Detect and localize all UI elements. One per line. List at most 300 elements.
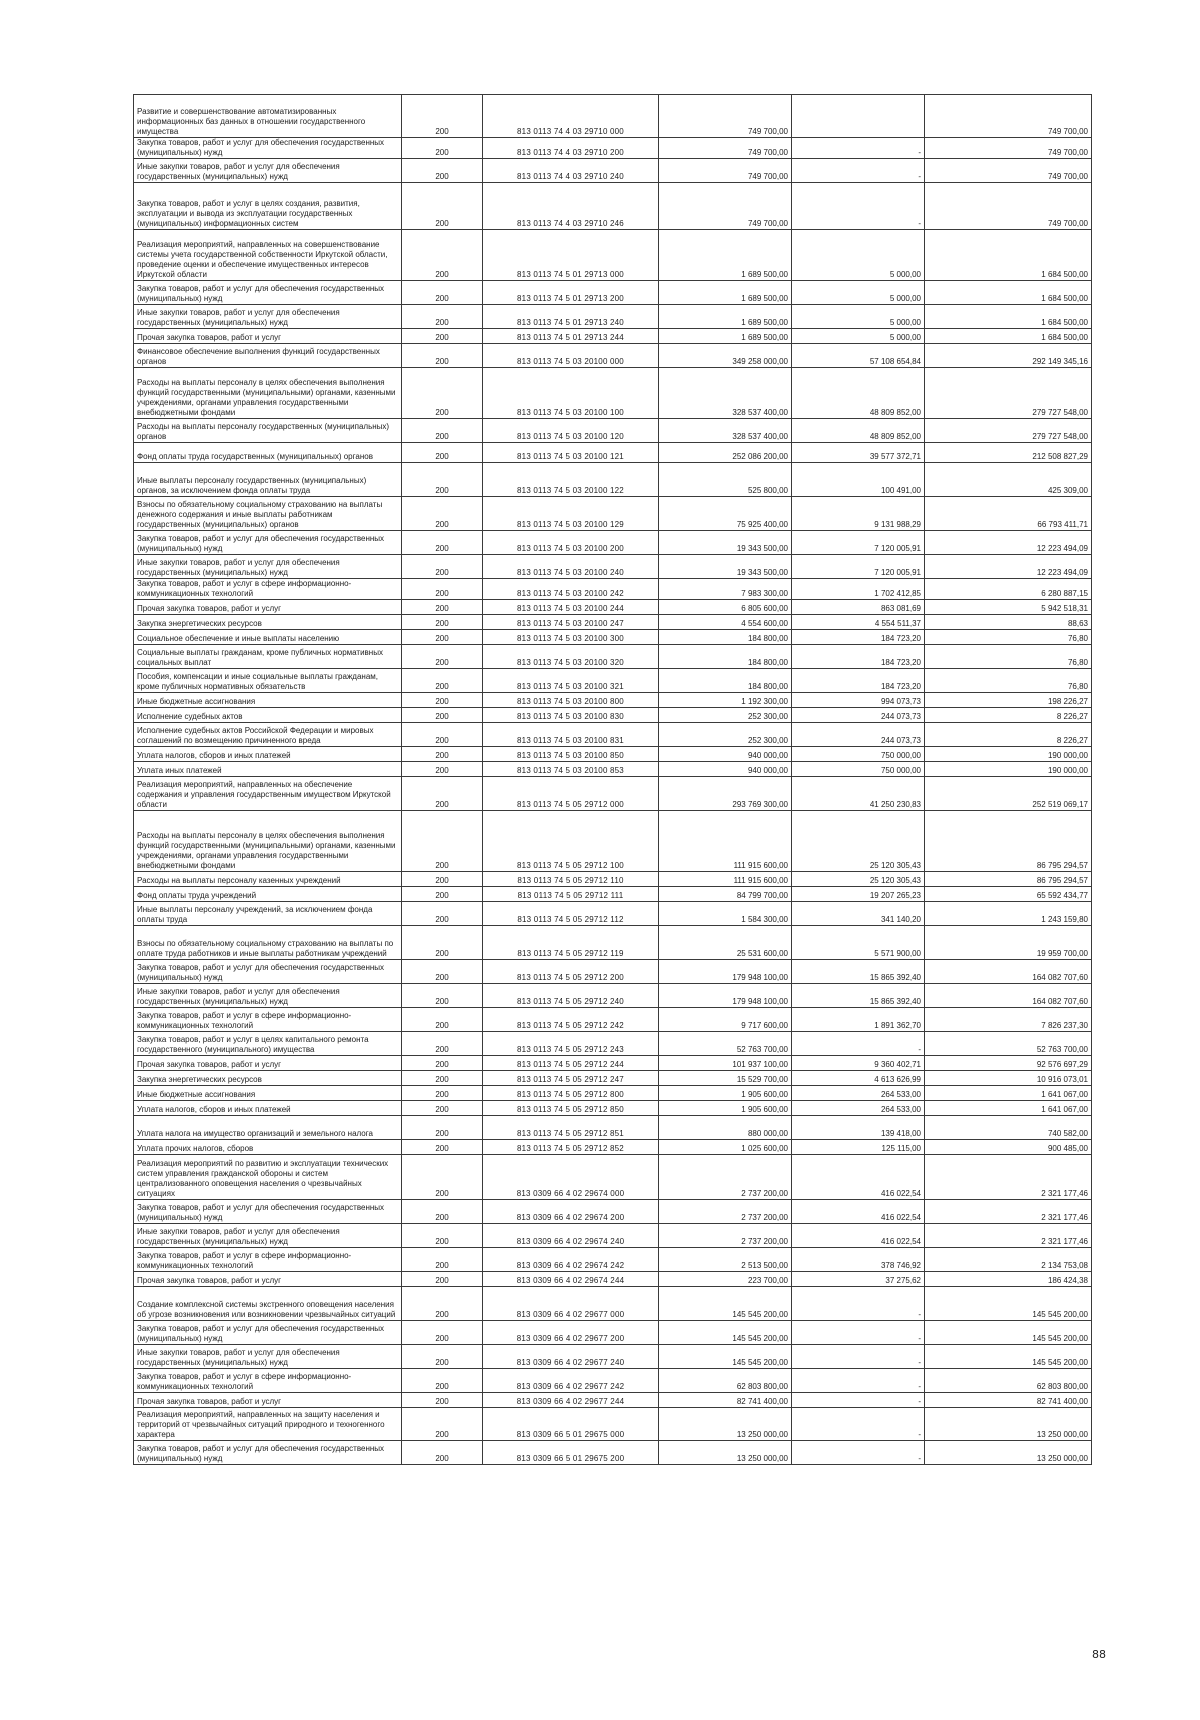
- expense-name-cell: Прочая закупка товаров, работ и услуг: [134, 1393, 402, 1408]
- classification-code-cell: 813 0113 74 5 05 29712 247: [483, 1071, 659, 1086]
- approved-amount-cell: 2 737 200,00: [659, 1224, 792, 1248]
- line-code-cell: 200: [402, 138, 483, 159]
- executed-amount-cell: 416 022,54: [792, 1224, 925, 1248]
- table-row: [134, 615, 1092, 630]
- line-code-cell: 200: [402, 1032, 483, 1056]
- remaining-amount-cell: 1 684 500,00: [925, 230, 1092, 281]
- remaining-amount-cell: 749 700,00: [925, 183, 1092, 230]
- expense-name-cell: Финансовое обеспечение выполнения функций государственных органов: [134, 344, 402, 368]
- approved-amount-cell: 184 800,00: [659, 645, 792, 669]
- table-row: [134, 1272, 1092, 1287]
- remaining-amount-cell: 740 582,00: [925, 1116, 1092, 1140]
- executed-amount-cell: 25 120 305,43: [792, 872, 925, 887]
- table-row: [134, 419, 1092, 443]
- classification-code-cell: 813 0309 66 4 02 29677 244: [483, 1393, 659, 1408]
- classification-code-cell: 813 0309 66 4 02 29677 000: [483, 1287, 659, 1321]
- remaining-amount-cell: 145 545 200,00: [925, 1321, 1092, 1345]
- remaining-amount-cell: 145 545 200,00: [925, 1345, 1092, 1369]
- remaining-amount-cell: 749 700,00: [925, 138, 1092, 159]
- classification-code-cell: 813 0113 74 5 03 20100 240: [483, 555, 659, 579]
- line-code-cell: 200: [402, 1345, 483, 1369]
- approved-amount-cell: 2 737 200,00: [659, 1200, 792, 1224]
- line-code-cell: 200: [402, 329, 483, 344]
- line-code-cell: 200: [402, 669, 483, 693]
- table-row: [134, 95, 1092, 138]
- executed-amount-cell: 48 809 852,00: [792, 368, 925, 419]
- table-row: [134, 872, 1092, 887]
- remaining-amount-cell: 2 321 177,46: [925, 1224, 1092, 1248]
- executed-amount-cell: 100 491,00: [792, 463, 925, 497]
- line-code-cell: 200: [402, 1086, 483, 1101]
- table-row: [134, 747, 1092, 762]
- line-code-cell: 200: [402, 762, 483, 777]
- expense-name-cell: Прочая закупка товаров, работ и услуг: [134, 329, 402, 344]
- executed-amount-cell: 416 022,54: [792, 1155, 925, 1200]
- executed-amount-cell: -: [792, 159, 925, 183]
- classification-code-cell: 813 0113 74 5 05 29712 100: [483, 811, 659, 872]
- executed-amount-cell: 37 275,62: [792, 1272, 925, 1287]
- expense-name-cell: Закупка товаров, работ и услуг для обеспечения государственных (муниципальных) нужд: [134, 1321, 402, 1345]
- remaining-amount-cell: 8 226,27: [925, 723, 1092, 747]
- table-row: [134, 1200, 1092, 1224]
- classification-code-cell: 813 0113 74 5 01 29713 240: [483, 305, 659, 329]
- executed-amount-cell: 750 000,00: [792, 747, 925, 762]
- table-row: [134, 926, 1092, 960]
- executed-amount-cell: -: [792, 1393, 925, 1408]
- expense-name-cell: Иные закупки товаров, работ и услуг для обеспечения государственных (муниципальных) нужд: [134, 305, 402, 329]
- approved-amount-cell: 75 925 400,00: [659, 497, 792, 531]
- classification-code-cell: 813 0113 74 5 01 29713 000: [483, 230, 659, 281]
- executed-amount-cell: 264 533,00: [792, 1101, 925, 1116]
- approved-amount-cell: 252 300,00: [659, 708, 792, 723]
- remaining-amount-cell: 10 916 073,01: [925, 1071, 1092, 1086]
- classification-code-cell: 813 0113 74 5 05 29712 242: [483, 1008, 659, 1032]
- expense-name-cell: Исполнение судебных актов Российской Федерации и мировых соглашений по возмещению причиненного вреда: [134, 723, 402, 747]
- expense-name-cell: Взносы по обязательному социальному страхованию на выплаты денежного содержания и иные выплаты работникам государственных (муниципальных) органов: [134, 497, 402, 531]
- remaining-amount-cell: 6 280 887,15: [925, 579, 1092, 600]
- line-code-cell: 200: [402, 1248, 483, 1272]
- remaining-amount-cell: 279 727 548,00: [925, 419, 1092, 443]
- classification-code-cell: 813 0113 74 5 05 29712 852: [483, 1140, 659, 1155]
- approved-amount-cell: 1 584 300,00: [659, 902, 792, 926]
- line-code-cell: 200: [402, 1116, 483, 1140]
- line-code-cell: 200: [402, 1287, 483, 1321]
- table-row: [134, 1345, 1092, 1369]
- classification-code-cell: 813 0113 74 5 03 20100 000: [483, 344, 659, 368]
- executed-amount-cell: 39 577 372,71: [792, 443, 925, 463]
- approved-amount-cell: 6 805 600,00: [659, 600, 792, 615]
- approved-amount-cell: 1 689 500,00: [659, 305, 792, 329]
- classification-code-cell: 813 0309 66 4 02 29677 242: [483, 1369, 659, 1393]
- executed-amount-cell: 57 108 654,84: [792, 344, 925, 368]
- remaining-amount-cell: 86 795 294,57: [925, 811, 1092, 872]
- table-row: [134, 1155, 1092, 1200]
- approved-amount-cell: 15 529 700,00: [659, 1071, 792, 1086]
- expense-name-cell: Закупка товаров, работ и услуг в целях капитального ремонта государственного (муниципального) имущества: [134, 1032, 402, 1056]
- classification-code-cell: 813 0113 74 5 01 29713 244: [483, 329, 659, 344]
- classification-code-cell: 813 0113 74 5 03 20100 800: [483, 693, 659, 708]
- remaining-amount-cell: 252 519 069,17: [925, 777, 1092, 811]
- executed-amount-cell: 25 120 305,43: [792, 811, 925, 872]
- approved-amount-cell: 111 915 600,00: [659, 872, 792, 887]
- line-code-cell: 200: [402, 902, 483, 926]
- executed-amount-cell: 48 809 852,00: [792, 419, 925, 443]
- table-row: [134, 579, 1092, 600]
- executed-amount-cell: -: [792, 1321, 925, 1345]
- classification-code-cell: 813 0113 74 5 03 20100 853: [483, 762, 659, 777]
- approved-amount-cell: 84 799 700,00: [659, 887, 792, 902]
- approved-amount-cell: 525 800,00: [659, 463, 792, 497]
- expense-name-cell: Иные закупки товаров, работ и услуг для обеспечения государственных (муниципальных) нужд: [134, 1224, 402, 1248]
- remaining-amount-cell: 19 959 700,00: [925, 926, 1092, 960]
- approved-amount-cell: 1 689 500,00: [659, 230, 792, 281]
- line-code-cell: 200: [402, 615, 483, 630]
- remaining-amount-cell: 212 508 827,29: [925, 443, 1092, 463]
- line-code-cell: 200: [402, 960, 483, 984]
- line-code-cell: 200: [402, 1200, 483, 1224]
- executed-amount-cell: 15 865 392,40: [792, 960, 925, 984]
- expense-name-cell: Закупка товаров, работ и услуг для обеспечения государственных (муниципальных) нужд: [134, 1441, 402, 1465]
- expense-name-cell: Закупка товаров, работ и услуг для обеспечения государственных (муниципальных) нужд: [134, 281, 402, 305]
- remaining-amount-cell: 292 149 345,16: [925, 344, 1092, 368]
- executed-amount-cell: 750 000,00: [792, 762, 925, 777]
- executed-amount-cell: 41 250 230,83: [792, 777, 925, 811]
- line-code-cell: 200: [402, 887, 483, 902]
- table-row: [134, 1321, 1092, 1345]
- line-code-cell: 200: [402, 1369, 483, 1393]
- table-row: [134, 368, 1092, 419]
- expense-name-cell: Расходы на выплаты персоналу в целях обеспечения выполнения функций государственными (муниципальными) органами, казенными учреждениями, органами управления государственными внебюджетными фондами: [134, 811, 402, 872]
- approved-amount-cell: 749 700,00: [659, 183, 792, 230]
- remaining-amount-cell: 52 763 700,00: [925, 1032, 1092, 1056]
- line-code-cell: 200: [402, 344, 483, 368]
- expense-name-cell: Развитие и совершенствование автоматизированных информационных баз данных в отношении государственного имущества: [134, 95, 402, 138]
- remaining-amount-cell: 164 082 707,60: [925, 960, 1092, 984]
- executed-amount-cell: 184 723,20: [792, 669, 925, 693]
- line-code-cell: 200: [402, 230, 483, 281]
- remaining-amount-cell: 82 741 400,00: [925, 1393, 1092, 1408]
- expense-name-cell: Закупка товаров, работ и услуг для обеспечения государственных (муниципальных) нужд: [134, 138, 402, 159]
- table-row: [134, 1393, 1092, 1408]
- expense-name-cell: Фонд оплаты труда учреждений: [134, 887, 402, 902]
- classification-code-cell: 813 0309 66 4 02 29677 200: [483, 1321, 659, 1345]
- expense-name-cell: Закупка энергетических ресурсов: [134, 615, 402, 630]
- classification-code-cell: 813 0309 66 5 01 29675 200: [483, 1441, 659, 1465]
- executed-amount-cell: [792, 95, 925, 138]
- approved-amount-cell: 111 915 600,00: [659, 811, 792, 872]
- line-code-cell: 200: [402, 1071, 483, 1086]
- classification-code-cell: 813 0113 74 4 03 29710 000: [483, 95, 659, 138]
- remaining-amount-cell: 190 000,00: [925, 747, 1092, 762]
- approved-amount-cell: 328 537 400,00: [659, 368, 792, 419]
- remaining-amount-cell: 12 223 494,09: [925, 555, 1092, 579]
- remaining-amount-cell: 86 795 294,57: [925, 872, 1092, 887]
- table-row: [134, 1086, 1092, 1101]
- remaining-amount-cell: 749 700,00: [925, 159, 1092, 183]
- line-code-cell: 200: [402, 555, 483, 579]
- table-row: [134, 1071, 1092, 1086]
- classification-code-cell: 813 0113 74 5 05 29712 111: [483, 887, 659, 902]
- approved-amount-cell: 82 741 400,00: [659, 1393, 792, 1408]
- classification-code-cell: 813 0113 74 5 03 20100 121: [483, 443, 659, 463]
- remaining-amount-cell: 2 321 177,46: [925, 1155, 1092, 1200]
- approved-amount-cell: 328 537 400,00: [659, 419, 792, 443]
- classification-code-cell: 813 0113 74 5 05 29712 851: [483, 1116, 659, 1140]
- line-code-cell: 200: [402, 1008, 483, 1032]
- expense-name-cell: Прочая закупка товаров, работ и услуг: [134, 1056, 402, 1071]
- classification-code-cell: 813 0113 74 4 03 29710 246: [483, 183, 659, 230]
- table-row: [134, 1287, 1092, 1321]
- expense-name-cell: Социальные выплаты гражданам, кроме публичных нормативных социальных выплат: [134, 645, 402, 669]
- expense-name-cell: Уплата налогов, сборов и иных платежей: [134, 1101, 402, 1116]
- approved-amount-cell: 2 737 200,00: [659, 1155, 792, 1200]
- expense-name-cell: Уплата налогов, сборов и иных платежей: [134, 747, 402, 762]
- table-row: [134, 329, 1092, 344]
- table-row: [134, 1408, 1092, 1441]
- table-row: [134, 600, 1092, 615]
- approved-amount-cell: 179 948 100,00: [659, 984, 792, 1008]
- table-row: [134, 777, 1092, 811]
- classification-code-cell: 813 0309 66 4 02 29674 244: [483, 1272, 659, 1287]
- approved-amount-cell: 184 800,00: [659, 669, 792, 693]
- table-row: [134, 1056, 1092, 1071]
- approved-amount-cell: 9 717 600,00: [659, 1008, 792, 1032]
- executed-amount-cell: -: [792, 138, 925, 159]
- line-code-cell: 200: [402, 305, 483, 329]
- executed-amount-cell: 416 022,54: [792, 1200, 925, 1224]
- remaining-amount-cell: 190 000,00: [925, 762, 1092, 777]
- remaining-amount-cell: 1 684 500,00: [925, 305, 1092, 329]
- classification-code-cell: 813 0309 66 4 02 29677 240: [483, 1345, 659, 1369]
- table-row: [134, 159, 1092, 183]
- expense-name-cell: Иные бюджетные ассигнования: [134, 1086, 402, 1101]
- expense-name-cell: Реализация мероприятий, направленных на защиту населения и территорий от чрезвычайных ситуаций природного и техногенного характера: [134, 1408, 402, 1441]
- remaining-amount-cell: 12 223 494,09: [925, 531, 1092, 555]
- line-code-cell: 200: [402, 463, 483, 497]
- table-row: [134, 1369, 1092, 1393]
- executed-amount-cell: 19 207 265,23: [792, 887, 925, 902]
- executed-amount-cell: 7 120 005,91: [792, 555, 925, 579]
- approved-amount-cell: 179 948 100,00: [659, 960, 792, 984]
- line-code-cell: 200: [402, 1140, 483, 1155]
- table-row: [134, 305, 1092, 329]
- expense-name-cell: Реализация мероприятий, направленных на совершенствование системы учета государственной собственности Иркутской области, проведение оценки и обеспечение имущественных интересов Иркутской области: [134, 230, 402, 281]
- approved-amount-cell: 7 983 300,00: [659, 579, 792, 600]
- remaining-amount-cell: 198 226,27: [925, 693, 1092, 708]
- expense-name-cell: Прочая закупка товаров, работ и услуг: [134, 1272, 402, 1287]
- line-code-cell: 200: [402, 723, 483, 747]
- classification-code-cell: 813 0113 74 5 05 29712 200: [483, 960, 659, 984]
- expense-name-cell: Закупка товаров, работ и услуг для обеспечения государственных (муниципальных) нужд: [134, 531, 402, 555]
- remaining-amount-cell: 1 641 067,00: [925, 1086, 1092, 1101]
- classification-code-cell: 813 0113 74 5 03 20100 850: [483, 747, 659, 762]
- table-row: [134, 1101, 1092, 1116]
- line-code-cell: 200: [402, 747, 483, 762]
- executed-amount-cell: -: [792, 1441, 925, 1465]
- classification-code-cell: 813 0113 74 5 05 29712 244: [483, 1056, 659, 1071]
- approved-amount-cell: 223 700,00: [659, 1272, 792, 1287]
- executed-amount-cell: -: [792, 1345, 925, 1369]
- remaining-amount-cell: 88,63: [925, 615, 1092, 630]
- remaining-amount-cell: 7 826 237,30: [925, 1008, 1092, 1032]
- expense-name-cell: Закупка товаров, работ и услуг в сфере информационно-коммуникационных технологий: [134, 1248, 402, 1272]
- approved-amount-cell: 145 545 200,00: [659, 1345, 792, 1369]
- remaining-amount-cell: 5 942 518,31: [925, 600, 1092, 615]
- approved-amount-cell: 1 025 600,00: [659, 1140, 792, 1155]
- executed-amount-cell: 341 140,20: [792, 902, 925, 926]
- table-row: [134, 902, 1092, 926]
- line-code-cell: 200: [402, 368, 483, 419]
- line-code-cell: 200: [402, 600, 483, 615]
- remaining-amount-cell: 164 082 707,60: [925, 984, 1092, 1008]
- remaining-amount-cell: 8 226,27: [925, 708, 1092, 723]
- classification-code-cell: 813 0113 74 5 05 29712 119: [483, 926, 659, 960]
- approved-amount-cell: 62 803 800,00: [659, 1369, 792, 1393]
- line-code-cell: 200: [402, 693, 483, 708]
- classification-code-cell: 813 0113 74 5 05 29712 240: [483, 984, 659, 1008]
- table-row: [134, 630, 1092, 645]
- line-code-cell: 200: [402, 708, 483, 723]
- table-row: [134, 762, 1092, 777]
- approved-amount-cell: 4 554 600,00: [659, 615, 792, 630]
- expense-name-cell: Иные закупки товаров, работ и услуг для обеспечения государственных (муниципальных) нужд: [134, 159, 402, 183]
- remaining-amount-cell: 13 250 000,00: [925, 1408, 1092, 1441]
- table-row: [134, 281, 1092, 305]
- table-row: [134, 344, 1092, 368]
- expense-name-cell: Иные выплаты персоналу государственных (муниципальных) органов, за исключением фонда оплаты труда: [134, 463, 402, 497]
- classification-code-cell: 813 0113 74 4 03 29710 200: [483, 138, 659, 159]
- remaining-amount-cell: 66 793 411,71: [925, 497, 1092, 531]
- line-code-cell: 200: [402, 1224, 483, 1248]
- executed-amount-cell: 264 533,00: [792, 1086, 925, 1101]
- classification-code-cell: 813 0113 74 5 01 29713 200: [483, 281, 659, 305]
- executed-amount-cell: 9 131 988,29: [792, 497, 925, 531]
- approved-amount-cell: 749 700,00: [659, 95, 792, 138]
- remaining-amount-cell: 2 321 177,46: [925, 1200, 1092, 1224]
- expense-name-cell: Уплата иных платежей: [134, 762, 402, 777]
- classification-code-cell: 813 0113 74 5 05 29712 850: [483, 1101, 659, 1116]
- table-row: [134, 645, 1092, 669]
- table-row: [134, 1116, 1092, 1140]
- table-body: [134, 95, 1092, 1465]
- classification-code-cell: 813 0113 74 5 03 20100 122: [483, 463, 659, 497]
- table-row: [134, 723, 1092, 747]
- expense-name-cell: Пособия, компенсации и иные социальные выплаты гражданам, кроме публичных нормативных обязательств: [134, 669, 402, 693]
- table-row: [134, 531, 1092, 555]
- budget-execution-table: [133, 94, 1092, 1465]
- expense-name-cell: Закупка товаров, работ и услуг в целях создания, развития, эксплуатации и вывода из эксплуатации государственных (муниципальных) информационных систем: [134, 183, 402, 230]
- expense-name-cell: Закупка энергетических ресурсов: [134, 1071, 402, 1086]
- executed-amount-cell: 184 723,20: [792, 630, 925, 645]
- line-code-cell: 200: [402, 926, 483, 960]
- remaining-amount-cell: 145 545 200,00: [925, 1287, 1092, 1321]
- classification-code-cell: 813 0113 74 5 03 20100 244: [483, 600, 659, 615]
- expense-name-cell: Уплата налога на имущество организаций и земельного налога: [134, 1116, 402, 1140]
- executed-amount-cell: 184 723,20: [792, 645, 925, 669]
- executed-amount-cell: 5 000,00: [792, 305, 925, 329]
- table-row: [134, 555, 1092, 579]
- line-code-cell: 200: [402, 1441, 483, 1465]
- expense-name-cell: Взносы по обязательному социальному страхованию на выплаты по оплате труда работников и иные выплаты работникам учреждений: [134, 926, 402, 960]
- table-row: [134, 443, 1092, 463]
- classification-code-cell: 813 0309 66 5 01 29675 000: [483, 1408, 659, 1441]
- remaining-amount-cell: 65 592 434,77: [925, 887, 1092, 902]
- table-row: [134, 138, 1092, 159]
- table-row: [134, 984, 1092, 1008]
- line-code-cell: 200: [402, 579, 483, 600]
- expense-name-cell: Иные закупки товаров, работ и услуг для обеспечения государственных (муниципальных) нужд: [134, 1345, 402, 1369]
- remaining-amount-cell: 1 243 159,80: [925, 902, 1092, 926]
- classification-code-cell: 813 0113 74 5 05 29712 000: [483, 777, 659, 811]
- remaining-amount-cell: 76,80: [925, 645, 1092, 669]
- expense-name-cell: Закупка товаров, работ и услуг в сфере информационно-коммуникационных технологий: [134, 579, 402, 600]
- approved-amount-cell: 749 700,00: [659, 159, 792, 183]
- line-code-cell: 200: [402, 183, 483, 230]
- executed-amount-cell: 1 891 362,70: [792, 1008, 925, 1032]
- expense-name-cell: Расходы на выплаты персоналу казенных учреждений: [134, 872, 402, 887]
- expense-name-cell: Расходы на выплаты персоналу в целях обеспечения выполнения функций государственными (муниципальными) органами, казенными учреждениями, органами управления государственными внебюджетными фондами: [134, 368, 402, 419]
- approved-amount-cell: 1 905 600,00: [659, 1101, 792, 1116]
- classification-code-cell: 813 0113 74 4 03 29710 240: [483, 159, 659, 183]
- expense-name-cell: Социальное обеспечение и иные выплаты населению: [134, 630, 402, 645]
- expense-name-cell: Исполнение судебных актов: [134, 708, 402, 723]
- approved-amount-cell: 880 000,00: [659, 1116, 792, 1140]
- approved-amount-cell: 101 937 100,00: [659, 1056, 792, 1071]
- table-row: [134, 669, 1092, 693]
- classification-code-cell: 813 0113 74 5 05 29712 110: [483, 872, 659, 887]
- table-row: [134, 693, 1092, 708]
- executed-amount-cell: 4 554 511,37: [792, 615, 925, 630]
- remaining-amount-cell: 62 803 800,00: [925, 1369, 1092, 1393]
- table-row: [134, 1140, 1092, 1155]
- table-row: [134, 1008, 1092, 1032]
- approved-amount-cell: 52 763 700,00: [659, 1032, 792, 1056]
- table-row: [134, 1032, 1092, 1056]
- line-code-cell: 200: [402, 645, 483, 669]
- expense-name-cell: Создание комплексной системы экстренного оповещения населения об угрозе возникновения или возникновении чрезвычайных ситуаций: [134, 1287, 402, 1321]
- classification-code-cell: 813 0113 74 5 03 20100 100: [483, 368, 659, 419]
- expense-name-cell: Уплата прочих налогов, сборов: [134, 1140, 402, 1155]
- expense-name-cell: Иные выплаты персоналу учреждений, за исключением фонда оплаты труда: [134, 902, 402, 926]
- executed-amount-cell: -: [792, 1408, 925, 1441]
- table-row: [134, 463, 1092, 497]
- approved-amount-cell: 940 000,00: [659, 762, 792, 777]
- expense-name-cell: Иные закупки товаров, работ и услуг для обеспечения государственных (муниципальных) нужд: [134, 555, 402, 579]
- executed-amount-cell: 125 115,00: [792, 1140, 925, 1155]
- table-row: [134, 230, 1092, 281]
- classification-code-cell: 813 0113 74 5 03 20100 129: [483, 497, 659, 531]
- remaining-amount-cell: 2 134 753,08: [925, 1248, 1092, 1272]
- table-row: [134, 1441, 1092, 1465]
- line-code-cell: 200: [402, 984, 483, 1008]
- classification-code-cell: 813 0113 74 5 05 29712 112: [483, 902, 659, 926]
- expense-name-cell: Закупка товаров, работ и услуг в сфере информационно-коммуникационных технологий: [134, 1008, 402, 1032]
- approved-amount-cell: 25 531 600,00: [659, 926, 792, 960]
- executed-amount-cell: 5 571 900,00: [792, 926, 925, 960]
- table-row: [134, 183, 1092, 230]
- line-code-cell: 200: [402, 1056, 483, 1071]
- line-code-cell: 200: [402, 95, 483, 138]
- remaining-amount-cell: 13 250 000,00: [925, 1441, 1092, 1465]
- line-code-cell: 200: [402, 811, 483, 872]
- classification-code-cell: 813 0113 74 5 05 29712 243: [483, 1032, 659, 1056]
- line-code-cell: 200: [402, 419, 483, 443]
- classification-code-cell: 813 0309 66 4 02 29674 200: [483, 1200, 659, 1224]
- line-code-cell: 200: [402, 777, 483, 811]
- expense-name-cell: Фонд оплаты труда государственных (муниципальных) органов: [134, 443, 402, 463]
- approved-amount-cell: 1 192 300,00: [659, 693, 792, 708]
- executed-amount-cell: 5 000,00: [792, 281, 925, 305]
